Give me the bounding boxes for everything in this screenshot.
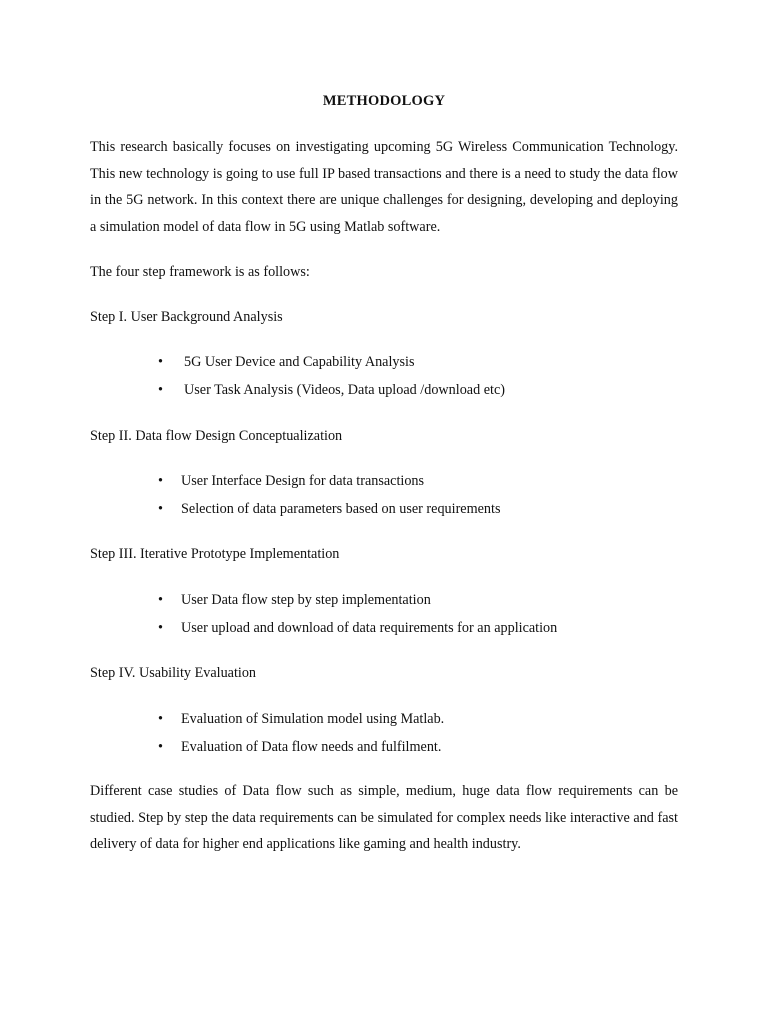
bullet-icon: • [158, 473, 163, 489]
list-item-text: User upload and download of data requirements for an application [181, 620, 558, 636]
step-heading-4: Step IV. Usability Evaluation [90, 665, 257, 681]
bullet-icon: • [158, 501, 163, 517]
step-heading-1: Step I. User Background Analysis [90, 309, 283, 325]
intro-paragraph: This research basically focuses on investigating upcoming 5G Wireless Communication Technology. This new technology is going to use full IP based transactions and there is a need to study the data flow in the 5G network. In this context there are unique challenges for designing, developing and deploying a simulation model of data flow in 5G using Matlab software. [90, 139, 678, 236]
step-heading-2: Step II. Data flow Design Conceptualization [90, 428, 343, 444]
closing-paragraph: Different case studies of Data flow such as simple, medium, huge data flow requirements can be studied. Step by step the data requirements can be simulated for complex needs like interactive and fast delivery of data for higher end applications like gaming and health industry. [90, 783, 678, 853]
page-title: METHODOLOGY [322, 93, 446, 109]
list-item-text: User Data flow step by step implementation [181, 592, 431, 608]
list-item-text: 5G User Device and Capability Analysis [184, 354, 415, 370]
bullet-icon: • [158, 382, 163, 398]
bullet-icon: • [158, 354, 163, 370]
bullet-icon: • [158, 592, 163, 608]
list-item-text: Evaluation of Simulation model using Matlab. [181, 711, 445, 727]
list-item-text: Selection of data parameters based on user requirements [181, 501, 501, 517]
bullet-icon: • [158, 620, 163, 636]
list-item-text: User Interface Design for data transactions [181, 473, 425, 489]
step-heading-3: Step III. Iterative Prototype Implementation [90, 546, 340, 562]
bullet-icon: • [158, 739, 163, 755]
list-item-text: User Task Analysis (Videos, Data upload /download etc) [184, 382, 505, 398]
list-item-text: Evaluation of Data flow needs and fulfilment. [181, 739, 442, 755]
framework-intro: The four step framework is as follows: [90, 264, 310, 280]
bullet-icon: • [158, 711, 163, 727]
